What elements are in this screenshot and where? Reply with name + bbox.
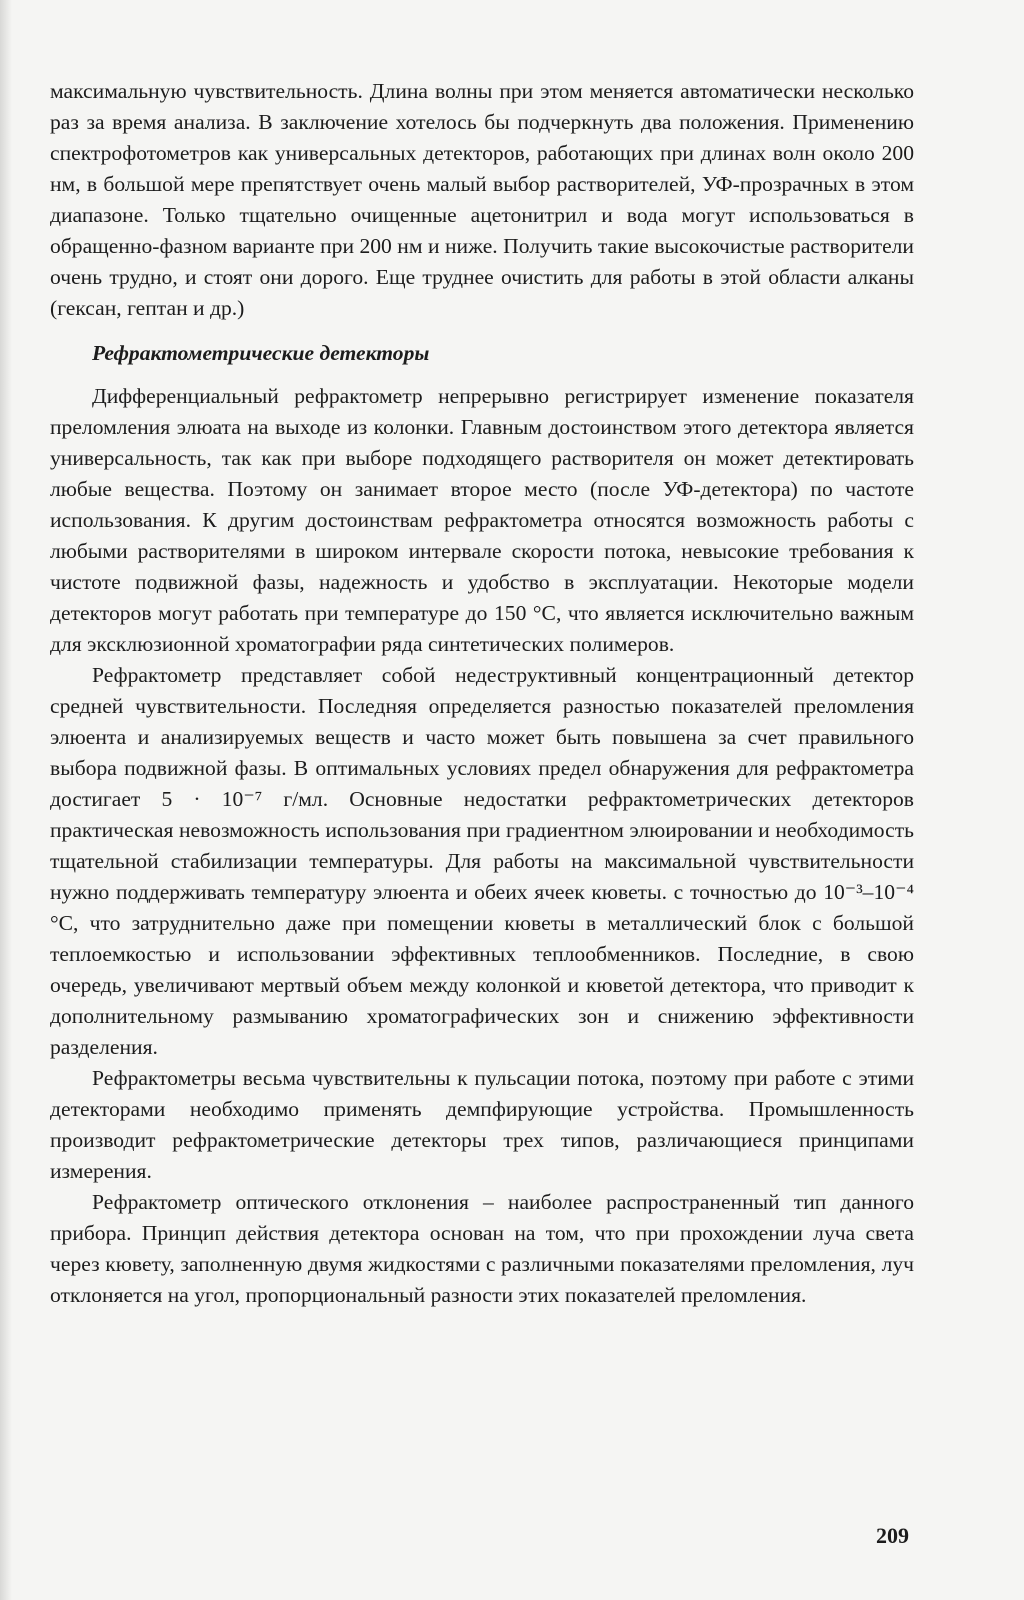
paragraph: Дифференциальный рефрактометр непрерывно регистрирует изменение показателя преломления элюата на выходе из колонки. Главным достоинством этого детектора является универсальность, так как при выборе подходящего растворителя он может детектировать любые вещества. Поэтому он занимает второе место (после УФ-детектора) по частоте использования. К другим достоинствам рефрактометра относятся возможность работы с любыми растворителями в широком интервале скорости потока, невысокие требования к чистоте подвижной фазы, надежность и удобство в эксплуатации. Некоторые модели детекторов могут работать при температуре до 150 °С, что является исключительно важным для эксклюзионной хроматографии ряда синтетических полимеров. xyxy=(50,384,914,656)
paragraph: Рефрактометры весьма чувствительны к пульсации потока, поэтому при работе с этими детекторами необходимо применять демпфирующие устройства. Промышленность производит рефрактометрические детекторы трех типов, различающиеся принципами измерения. xyxy=(50,1066,914,1183)
paragraph: Рефрактометр представляет собой недеструктивный концентрационный детектор средней чувствительности. Последняя определяется разностью показателей преломления элюента и анализируемых веществ и часто может быть повышена за счет правильного выбора подвижной фазы. В оптимальных условиях предел обнаружения для рефрактометра достигает 5 · 10⁻⁷ г/мл. Основные недостатки рефрактометрических детекторов практическая невозможность использования при градиентном элюировании и необходимость тщательной стабилизации температуры. Для работы на максимальной чувствительности нужно поддерживать температуру элюента и обеих ячеек кюветы. с точностью до 10⁻³–10⁻⁴ °С, что затруднительно даже при помещении кюветы в металлический блок с большой теплоемкостью и использовании эффективных теплообменников. Последние, в свою очередь, увеличивают мертвый объем между колонкой и кюветой детектора, что приводит к дополнительному размыванию хроматографических зон и снижению эффективности разделения. xyxy=(50,663,914,1059)
section-heading: Рефрактометрические детекторы xyxy=(92,341,430,365)
paragraph-continued: максимальную чувствительность. Длина волны при этом меняется автоматически несколько раз за время анализа. В заключение хотелось бы подчеркнуть два положения. Применению спектрофотометров как универсальных детекторов, работающих при длинах волн около 200 нм, в большой мере препятствует очень малый выбор растворителей, УФ-прозрачных в этом диапазоне. Только тщательно очищенные ацетонитрил и вода могут использоваться в обращенно-фазном варианте при 200 нм и ниже. Получить такие высокочистые растворители очень трудно, и стоят они дорого. Еще труднее очистить для работы в этой области алканы (гексан, гептан и др.) xyxy=(50,79,914,320)
paragraph: Рефрактометр оптического отклонения – наиболее распространенный тип данного прибора. Принцип действия детектора основан на том, что при прохождении луча света через кювету, заполненную двумя жидкостями с различными показателями преломления, луч отклоняется на угол, пропорциональный разности этих показателей преломления. xyxy=(50,1190,914,1307)
page-body xyxy=(50,76,914,1311)
page-number: 209 xyxy=(876,1523,909,1548)
page-gutter-shadow xyxy=(0,0,12,1600)
